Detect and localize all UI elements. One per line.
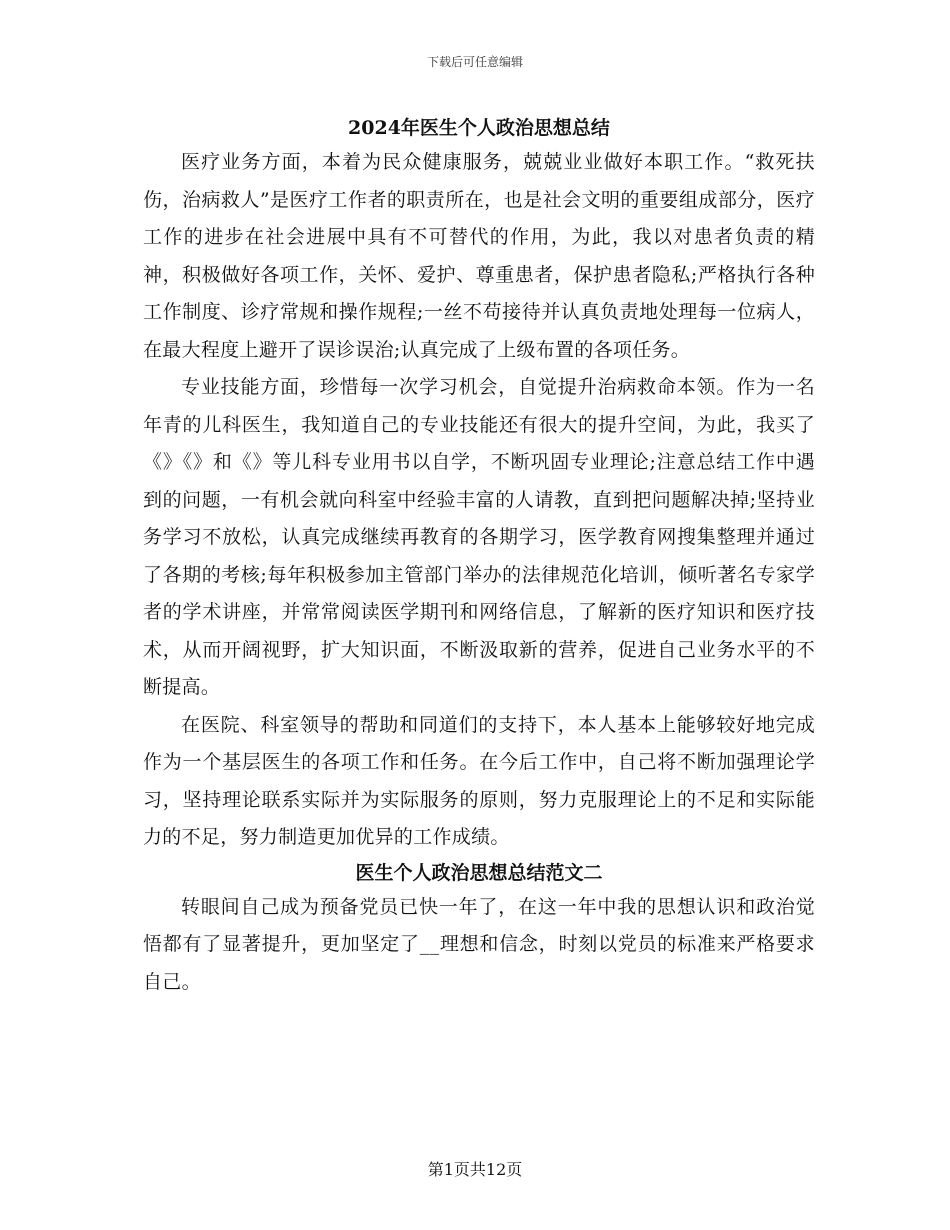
paragraph-work-summary: 在医院、科室领导的帮助和同道们的支持下，本人基本上能够较好地完成作为一个基层医生的各项工作和任务。在今后工作中，自己将不断加强理论学习，坚持理论联系实际并为实际服务的原则，努力克服理论上的不足和实际能力的不足，努力制造更加优异的工作成绩。 <box>143 713 815 848</box>
section-subtitle: 医生个人政治思想总结范文二 <box>355 861 603 884</box>
paragraph-party-member: 转眼间自己成为预备党员已快一年了，在这一年中我的思想认识和政治觉悟都有了显著提升，更加坚定了__理想和信念，时刻以党员的标准来严格要求自己。 <box>143 895 815 993</box>
document-body <box>143 112 815 1001</box>
download-note: 下载后可任意编辑 <box>426 55 523 69</box>
page-number: 第1页共12页 <box>427 1160 523 1179</box>
paragraph-professional-skills: 专业技能方面，珍惜每一次学习机会，自觉提升治病救命本领。作为一名年青的儿科医生，我知道自己的专业技能还有很大的提升空间，为此，我买了《》《》和《》等儿科专业用书以自学，不断巩固专业理论;注意总结工作中遇到的问题，一有机会就向科室中经验丰富的人请教，直到把问题解决掉;坚持业务学习不放松，认真完成继续再教育的各期学习，医学教育网搜集整理并通过了各期的考核;每年积极参加主管部门举办的法律规范化培训，倾听著名专家学者的学术讲座，并常常阅读医学期刊和网络信息，了解新的医疗知识和医疗技术，从而开阔视野，扩大知识面，不断汲取新的营养，促进自己业务水平的不断提高。 <box>143 376 815 698</box>
document-title: 2024年医生个人政治思想总结 <box>348 117 610 139</box>
paragraph-medical-service: 医疗业务方面，本着为民众健康服务，兢兢业业做好本职工作。“救死扶伤，治病救人”是医疗工作者的职责所在，也是社会文明的重要组成部分，医疗工作的进步在社会进展中具有不可替代的作用，为此，我以对患者负责的精神，积极做好各项工作，关怀、爱护、尊重患者，保护患者隐私;严格执行各种工作制度、诊疗常规和操作规程;一丝不苟接待并认真负责地处理每一位病人，在最大程度上避开了误诊误治;认真完成了上级布置的各项任务。 <box>143 151 815 361</box>
